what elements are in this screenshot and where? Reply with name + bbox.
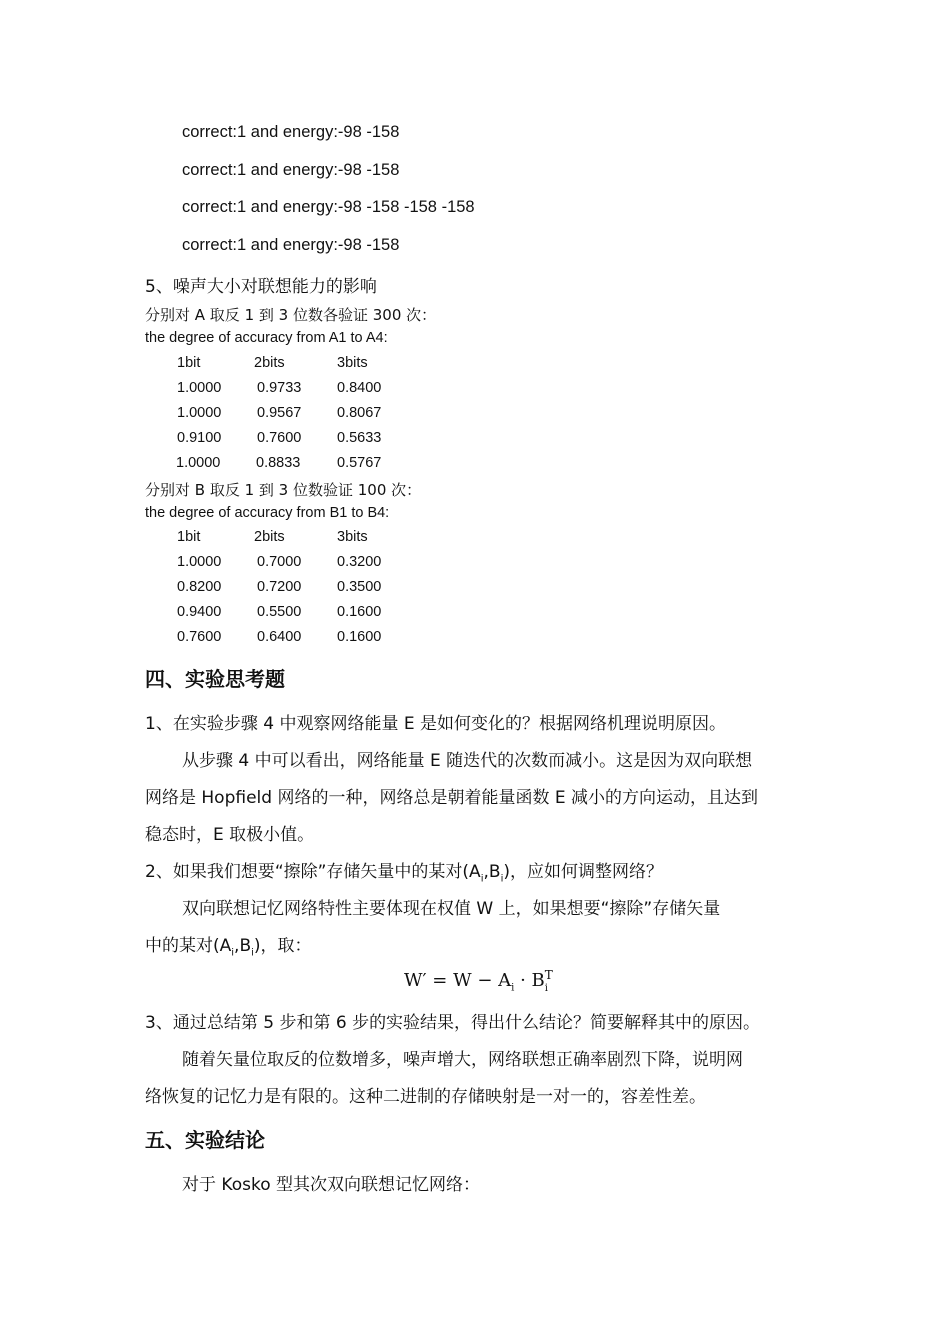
table-header: 2bits — [254, 355, 285, 371]
energy-line: correct:1 and energy:-98 -158 — [182, 123, 400, 141]
question-2 — [145, 857, 663, 884]
formula-text: W′ = W − A — [404, 970, 512, 991]
subscript: i — [231, 947, 235, 959]
question-2-text: 2、如果我们想要“擦除”存储矢量中的某对(A — [145, 862, 481, 882]
subscript: i — [511, 982, 515, 994]
table-cell: 0.5633 — [337, 430, 382, 446]
answer-2-line: 双向联想记忆网络特性主要体现在权值 W 上，如果想要“擦除”存储矢量 — [182, 899, 721, 919]
table-cell: 0.7200 — [257, 579, 302, 595]
table-cell: 0.9100 — [177, 430, 222, 446]
superscript: T — [544, 968, 553, 982]
answer-2-text: )，取： — [253, 936, 312, 956]
table-cell: 0.8400 — [337, 380, 382, 396]
b-table-caption: the degree of accuracy from B1 to B4: — [145, 505, 390, 521]
table-cell: 0.3200 — [337, 554, 382, 570]
energy-line: correct:1 and energy:-98 -158 — [182, 161, 400, 179]
question-3: 3、通过总结第 5 步和第 6 步的实验结果，得出什么结论？简要解释其中的原因。 — [145, 1013, 761, 1033]
subscript: i — [251, 947, 254, 959]
answer-2-text: 中的某对(A — [145, 936, 232, 956]
table-cell: 1.0000 — [176, 455, 221, 471]
answer-3-line: 随着矢量位取反的位数增多，噪声增大，网络联想正确率剧烈下降，说明网 — [182, 1050, 743, 1070]
table-header: 2bits — [254, 529, 285, 545]
weight-update-formula — [404, 968, 553, 994]
subscript: i — [544, 982, 548, 994]
table-cell: 0.5767 — [337, 455, 382, 471]
table-cell: 0.6400 — [257, 629, 302, 645]
table-cell: 0.1600 — [337, 604, 382, 620]
section-title: 5、噪声大小对联想能力的影响 — [145, 277, 377, 297]
question-2-text: ,B — [483, 862, 501, 882]
table-cell: 0.7600 — [177, 629, 222, 645]
table-header: 1bit — [177, 529, 201, 545]
table-cell: 0.8200 — [177, 579, 222, 595]
answer-2-text: ,B — [234, 936, 252, 956]
a-table-caption: the degree of accuracy from A1 to A4: — [145, 330, 388, 346]
table-cell: 0.1600 — [337, 629, 382, 645]
table-cell: 1.0000 — [177, 554, 222, 570]
table-cell: 0.8833 — [256, 455, 301, 471]
question-2-text: )，应如何调整网络？ — [503, 862, 663, 882]
table-cell: 0.9733 — [257, 380, 302, 396]
table-cell: 0.5500 — [257, 604, 302, 620]
table-cell: 1.0000 — [177, 405, 222, 421]
section-heading: 五、实验结论 — [145, 1128, 265, 1152]
question-1: 1、在实验步骤 4 中观察网络能量 E 是如何变化的？根据网络机理说明原因。 — [145, 714, 726, 734]
subscript: i — [500, 873, 504, 885]
section-heading: 四、实验思考题 — [145, 667, 285, 691]
b-test-intro: 分别对 B 取反 1 到 3 位数验证 100 次： — [145, 481, 422, 499]
answer-1-line: 稳态时，E 取极小值。 — [145, 825, 315, 845]
table-cell: 0.8067 — [337, 405, 382, 421]
table-header: 3bits — [337, 529, 368, 545]
formula-text: · B — [514, 970, 545, 991]
table-header: 3bits — [337, 355, 368, 371]
table-cell: 0.7600 — [257, 430, 302, 446]
answer-1-line: 网络是 Hopfield 网络的一种，网络总是朝着能量函数 E 减小的方向运动，且达到 — [145, 788, 759, 808]
energy-line: correct:1 and energy:-98 -158 — [182, 236, 400, 254]
answer-3-line: 络恢复的记忆力是有限的。这种二进制的存储映射是一对一的，容差性差。 — [145, 1087, 706, 1107]
a-test-intro: 分别对 A 取反 1 到 3 位数各验证 300 次： — [145, 306, 437, 324]
energy-line: correct:1 and energy:-98 -158 -158 -158 — [182, 198, 475, 216]
table-cell: 0.9400 — [177, 604, 222, 620]
table-cell: 0.3500 — [337, 579, 382, 595]
subscript: i — [480, 873, 484, 885]
table-cell: 1.0000 — [177, 380, 222, 396]
table-cell: 0.9567 — [257, 405, 302, 421]
table-cell: 0.7000 — [257, 554, 302, 570]
table-header: 1bit — [177, 355, 201, 371]
conclusion-text: 对于 Kosko 型其次双向联想记忆网络： — [182, 1175, 481, 1195]
answer-2-line — [145, 931, 312, 958]
answer-1-line: 从步骤 4 中可以看出，网络能量 E 随迭代的次数而减小。这是因为双向联想 — [182, 751, 753, 771]
